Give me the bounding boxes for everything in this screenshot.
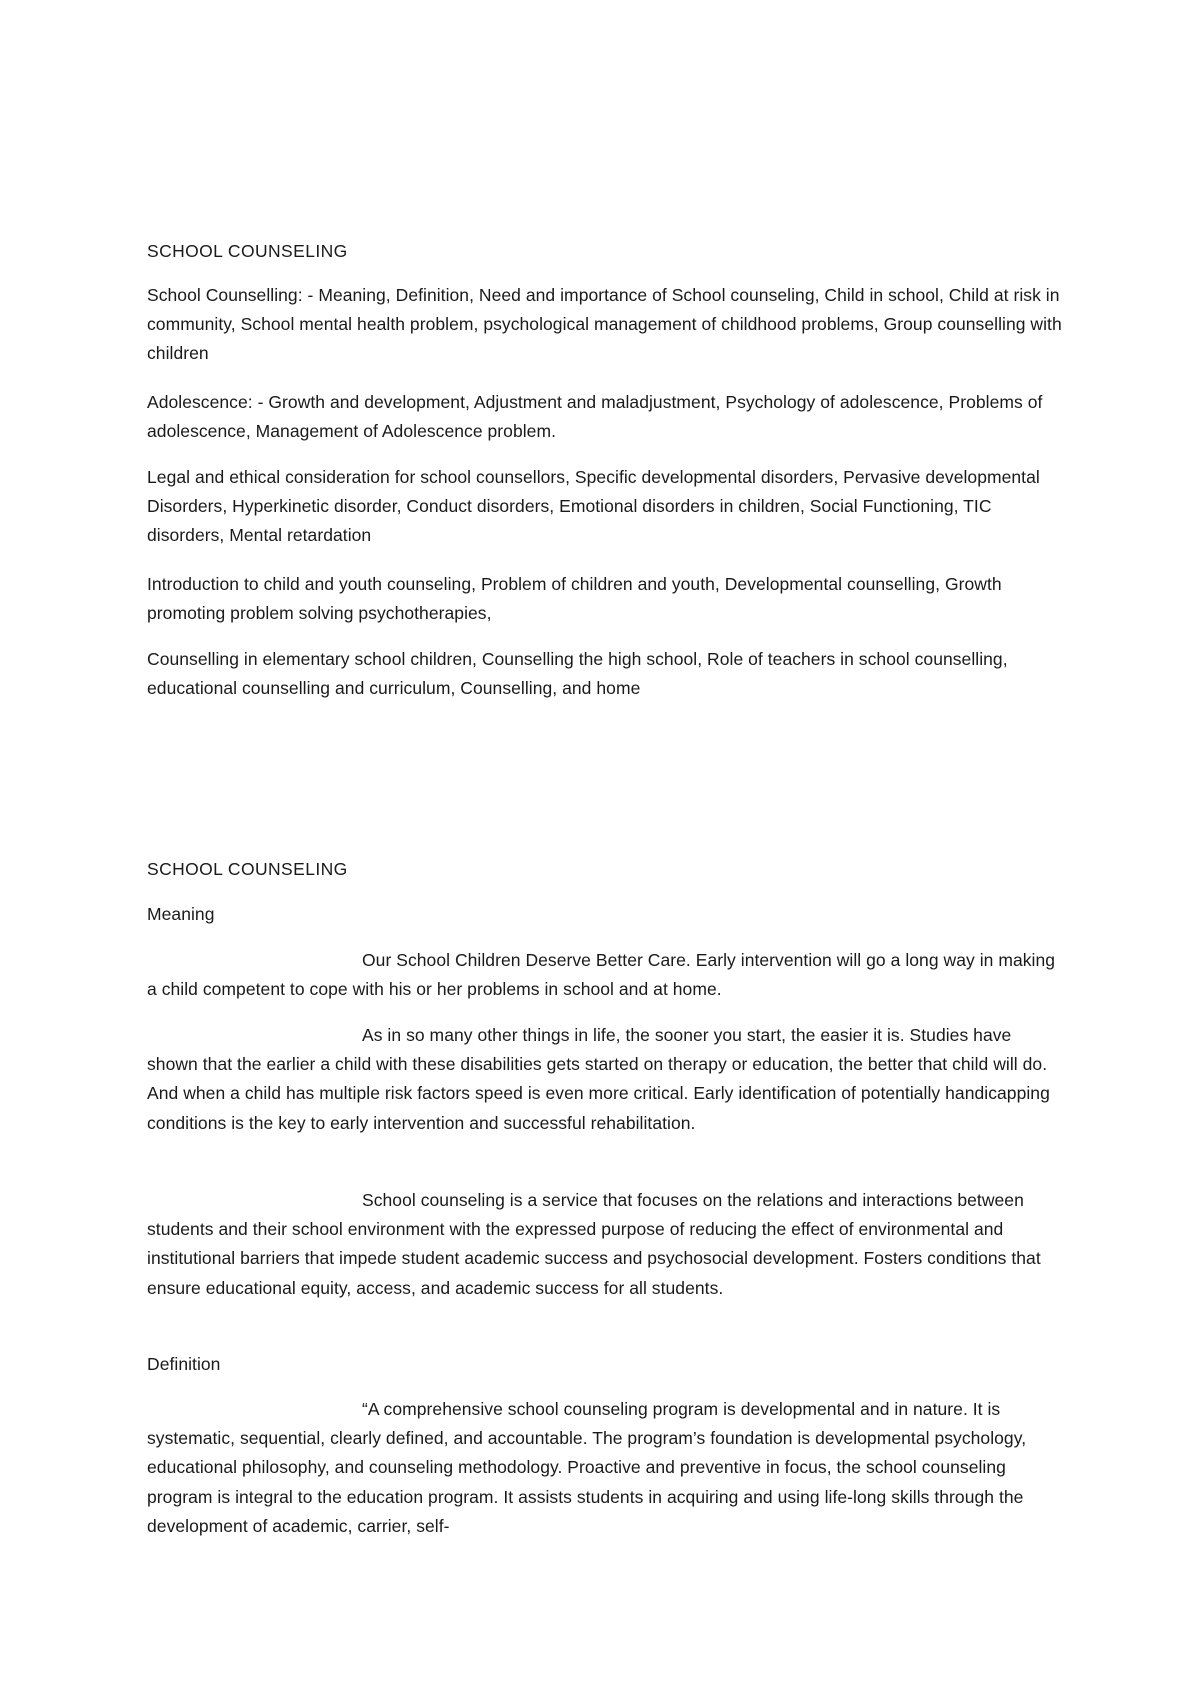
- syllabus-paragraph-child-youth: Introduction to child and youth counseling, Problem of children and youth, Developmental counselling, Growth promoting problem solving psychotherapies,: [147, 574, 1002, 624]
- syllabus-paragraph-legal-ethical: Legal and ethical consideration for school counsellors, Specific developmental disorders, Pervasive developmental Disorders, Hyperkinetic disorder, Conduct disorders, Emotional disorders in children, Social Functioning, TIC disorders, Mental retardation: [147, 467, 1040, 546]
- syllabus-paragraph-school-counselling: School Counselling: - Meaning, Definition, Need and importance of School counseling, Child in school, Child at risk in community, School mental health problem, psychological management of childhood problems, Group counselling with children: [147, 285, 1062, 364]
- meaning-paragraph-1: [147, 946, 1067, 1004]
- meaning-paragraph-3: [147, 1186, 1067, 1303]
- meaning-paragraph-2-text: As in so many other things in life, the sooner you start, the easier it is. Studies have shown that the earlier a child with these disabilities gets started on therapy or education, the better that child will do. And when a child has multiple risk factors speed is even more critical. Early identification of potentially handicapping conditions is the key to early intervention and successful rehabilitation.: [147, 1025, 1050, 1133]
- syllabus-paragraph-elementary: Counselling in elementary school children, Counselling the high school, Role of teachers in school counselling, educational counselling and curriculum, Counselling, and home: [147, 649, 1008, 699]
- meaning-paragraph-3-text: School counseling is a service that focuses on the relations and interactions between students and their school environment with the expressed purpose of reducing the effect of environmental and institutional barriers that impede student academic success and psychosocial development. Fosters conditions that ensure educational equity, access, and academic success for all students.: [147, 1190, 1041, 1298]
- definition-heading: Definition: [147, 1354, 221, 1374]
- meaning-paragraph-1-text: Our School Children Deserve Better Care. Early intervention will go a long way in making a child competent to cope with his or her problems in school and at home.: [147, 950, 1056, 1000]
- definition-paragraph-1-text: “A comprehensive school counseling program is developmental and in nature. It is systematic, sequential, clearly defined, and accountable. The program’s foundation is developmental psychology, educational philosophy, and counseling methodology. Proactive and preventive in focus, the school counseling program is integral to the education program. It assists students in acquiring and using life-long skills through the development of academic, carrier, self-: [147, 1399, 1027, 1536]
- definition-paragraph-1: [147, 1395, 1067, 1541]
- syllabus-paragraph-adolescence: Adolescence: - Growth and development, Adjustment and maladjustment, Psychology of adolescence, Problems of adolescence, Management of Adolescence problem.: [147, 392, 1043, 442]
- section-heading: SCHOOL COUNSELING: [147, 241, 348, 261]
- meaning-paragraph-2: [147, 1021, 1067, 1138]
- section-heading-2: SCHOOL COUNSELING: [147, 859, 348, 879]
- meaning-heading: Meaning: [147, 904, 215, 924]
